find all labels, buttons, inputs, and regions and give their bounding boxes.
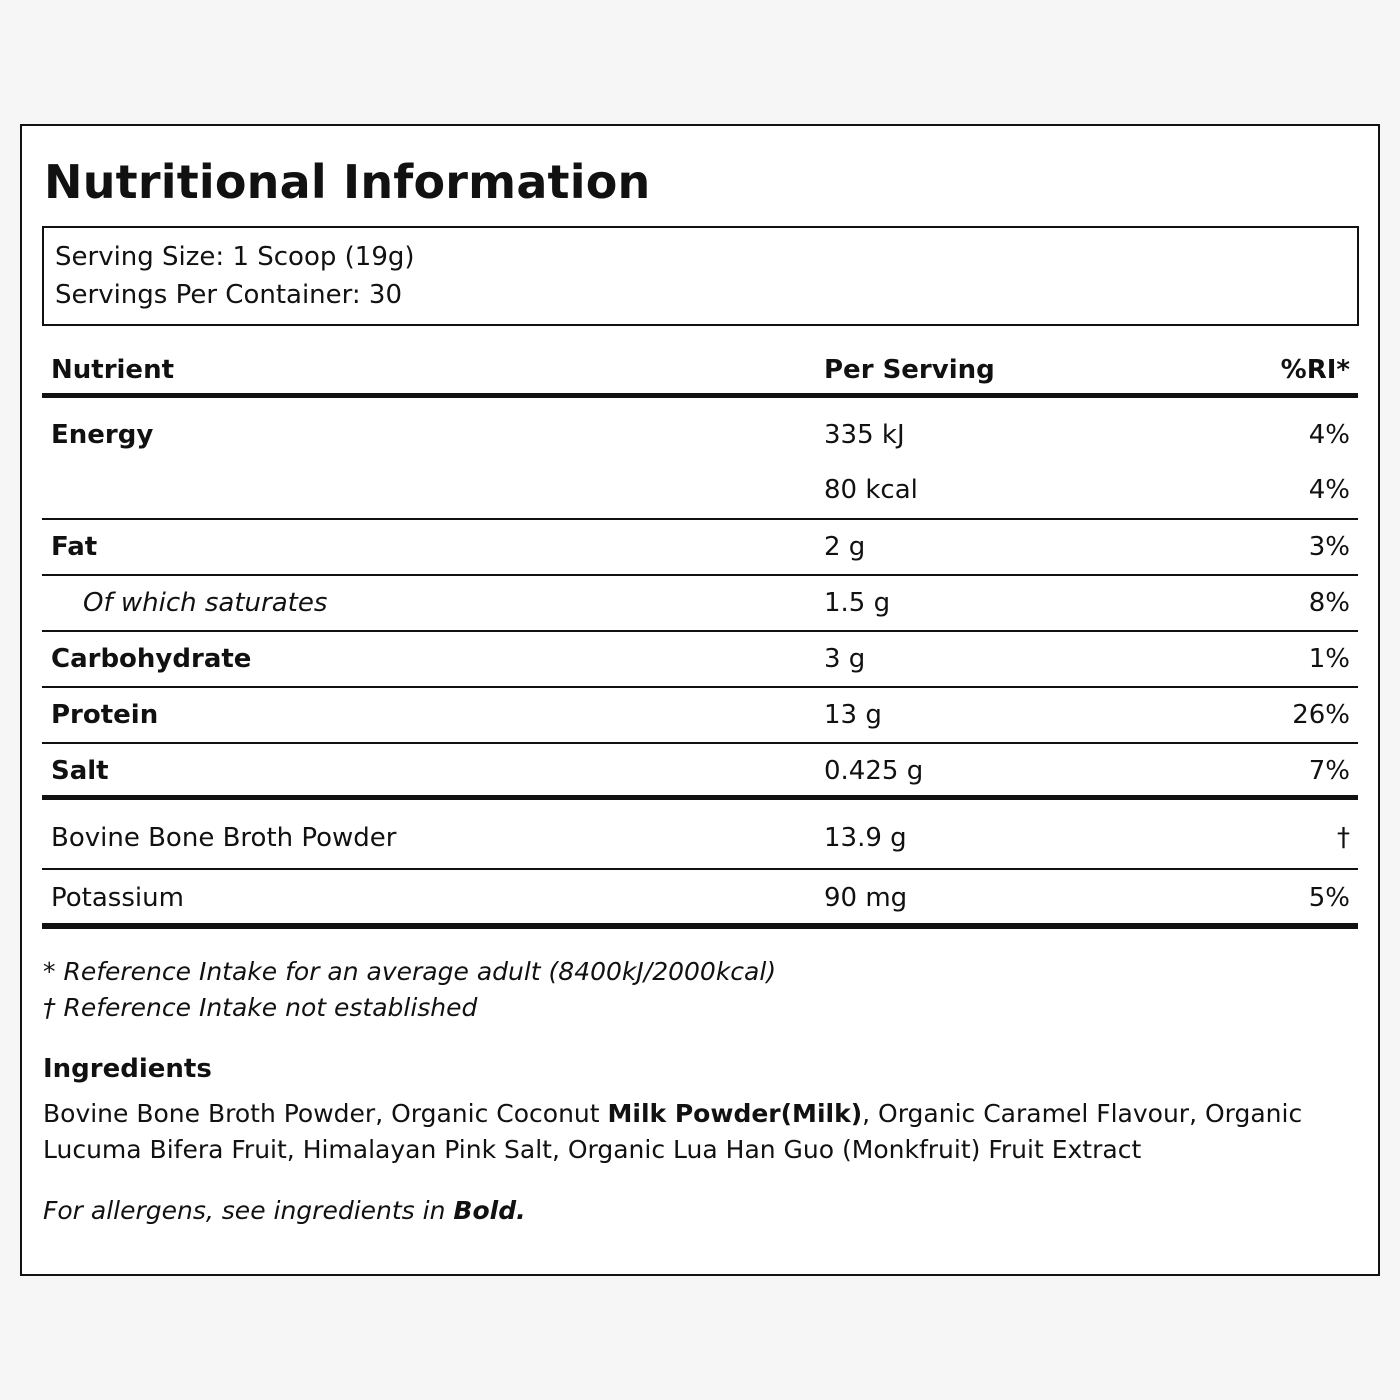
- ingredients-heading: Ingredients: [43, 1054, 212, 1084]
- servings-per-container: Servings Per Container: 30: [55, 280, 403, 310]
- energy-kj-ri: 4%: [1308, 420, 1350, 450]
- nutrient-value: 3 g: [824, 644, 866, 674]
- nutrient-value: 2 g: [824, 532, 866, 562]
- serving-size: Serving Size: 1 Scoop (19g): [55, 242, 415, 272]
- ingredients-text: [43, 1096, 1363, 1168]
- table-header-row: [42, 348, 1358, 398]
- allergen-note-bold: Bold.: [453, 1196, 526, 1225]
- nutrient-ri: 8%: [1308, 588, 1350, 618]
- nutrition-label: [20, 124, 1380, 1276]
- table-row-fat: [42, 520, 1358, 576]
- table-row-salt: [42, 744, 1358, 800]
- energy-kj-value: 335 kJ: [824, 420, 905, 450]
- nutrient-value: 1.5 g: [824, 588, 891, 618]
- table-row-carbohydrate: [42, 632, 1358, 688]
- header-ri: %RI*: [1280, 355, 1350, 385]
- table-row-bone-broth: [42, 800, 1358, 870]
- nutrient-ri: 1%: [1308, 644, 1350, 674]
- nutrient-name: Salt: [51, 756, 109, 786]
- nutrient-name: Protein: [51, 700, 159, 730]
- nutrient-name: Potassium: [51, 883, 184, 913]
- nutrient-name: Carbohydrate: [51, 644, 252, 674]
- energy-kcal-value: 80 kcal: [824, 475, 918, 505]
- nutrient-ri: 7%: [1308, 756, 1350, 786]
- ingredients-allergen: Milk Powder(Milk): [607, 1099, 863, 1128]
- label-title: Nutritional Information: [44, 155, 651, 209]
- table-row-energy: [42, 398, 1358, 520]
- serving-info-box: [42, 226, 1359, 326]
- header-per-serving: Per Serving: [824, 355, 995, 385]
- nutrient-name: Energy: [51, 420, 154, 450]
- table-row-protein: [42, 688, 1358, 744]
- nutrient-ri: 3%: [1308, 532, 1350, 562]
- nutrient-ri: 26%: [1292, 700, 1350, 730]
- header-nutrient: Nutrient: [51, 355, 175, 385]
- nutrient-name: Fat: [51, 532, 98, 562]
- nutrient-ri: 5%: [1308, 883, 1350, 913]
- nutrient-value: 13.9 g: [824, 823, 907, 853]
- table-row-potassium: [42, 870, 1358, 929]
- table-row-saturates: [42, 576, 1358, 632]
- allergen-note-prefix: For allergens, see ingredients in: [43, 1196, 454, 1225]
- nutrient-ri: †: [1337, 823, 1350, 853]
- nutrition-table: [42, 348, 1358, 929]
- ingredients-text-part: , Organic Caramel Flavour, Organic Lucuma Bifera Fruit, Himalayan Pink Salt, Organic Lua Han Guo (Monkfruit) Fruit Extract: [43, 1099, 1303, 1164]
- footnotes: [43, 954, 776, 1026]
- nutrient-name: Of which saturates: [83, 588, 328, 618]
- nutrient-value: 13 g: [824, 700, 882, 730]
- nutrient-name: Bovine Bone Broth Powder: [51, 823, 397, 853]
- nutrient-value: 90 mg: [824, 883, 908, 913]
- allergen-note: [43, 1194, 526, 1228]
- footnote-not-established: † Reference Intake not established: [43, 993, 478, 1022]
- nutrient-value: 0.425 g: [824, 756, 924, 786]
- ingredients-text-part: Bovine Bone Broth Powder, Organic Coconut: [43, 1099, 608, 1128]
- footnote-reference-intake: * Reference Intake for an average adult (8400kJ/2000kcal): [43, 957, 777, 986]
- energy-kcal-ri: 4%: [1308, 475, 1350, 505]
